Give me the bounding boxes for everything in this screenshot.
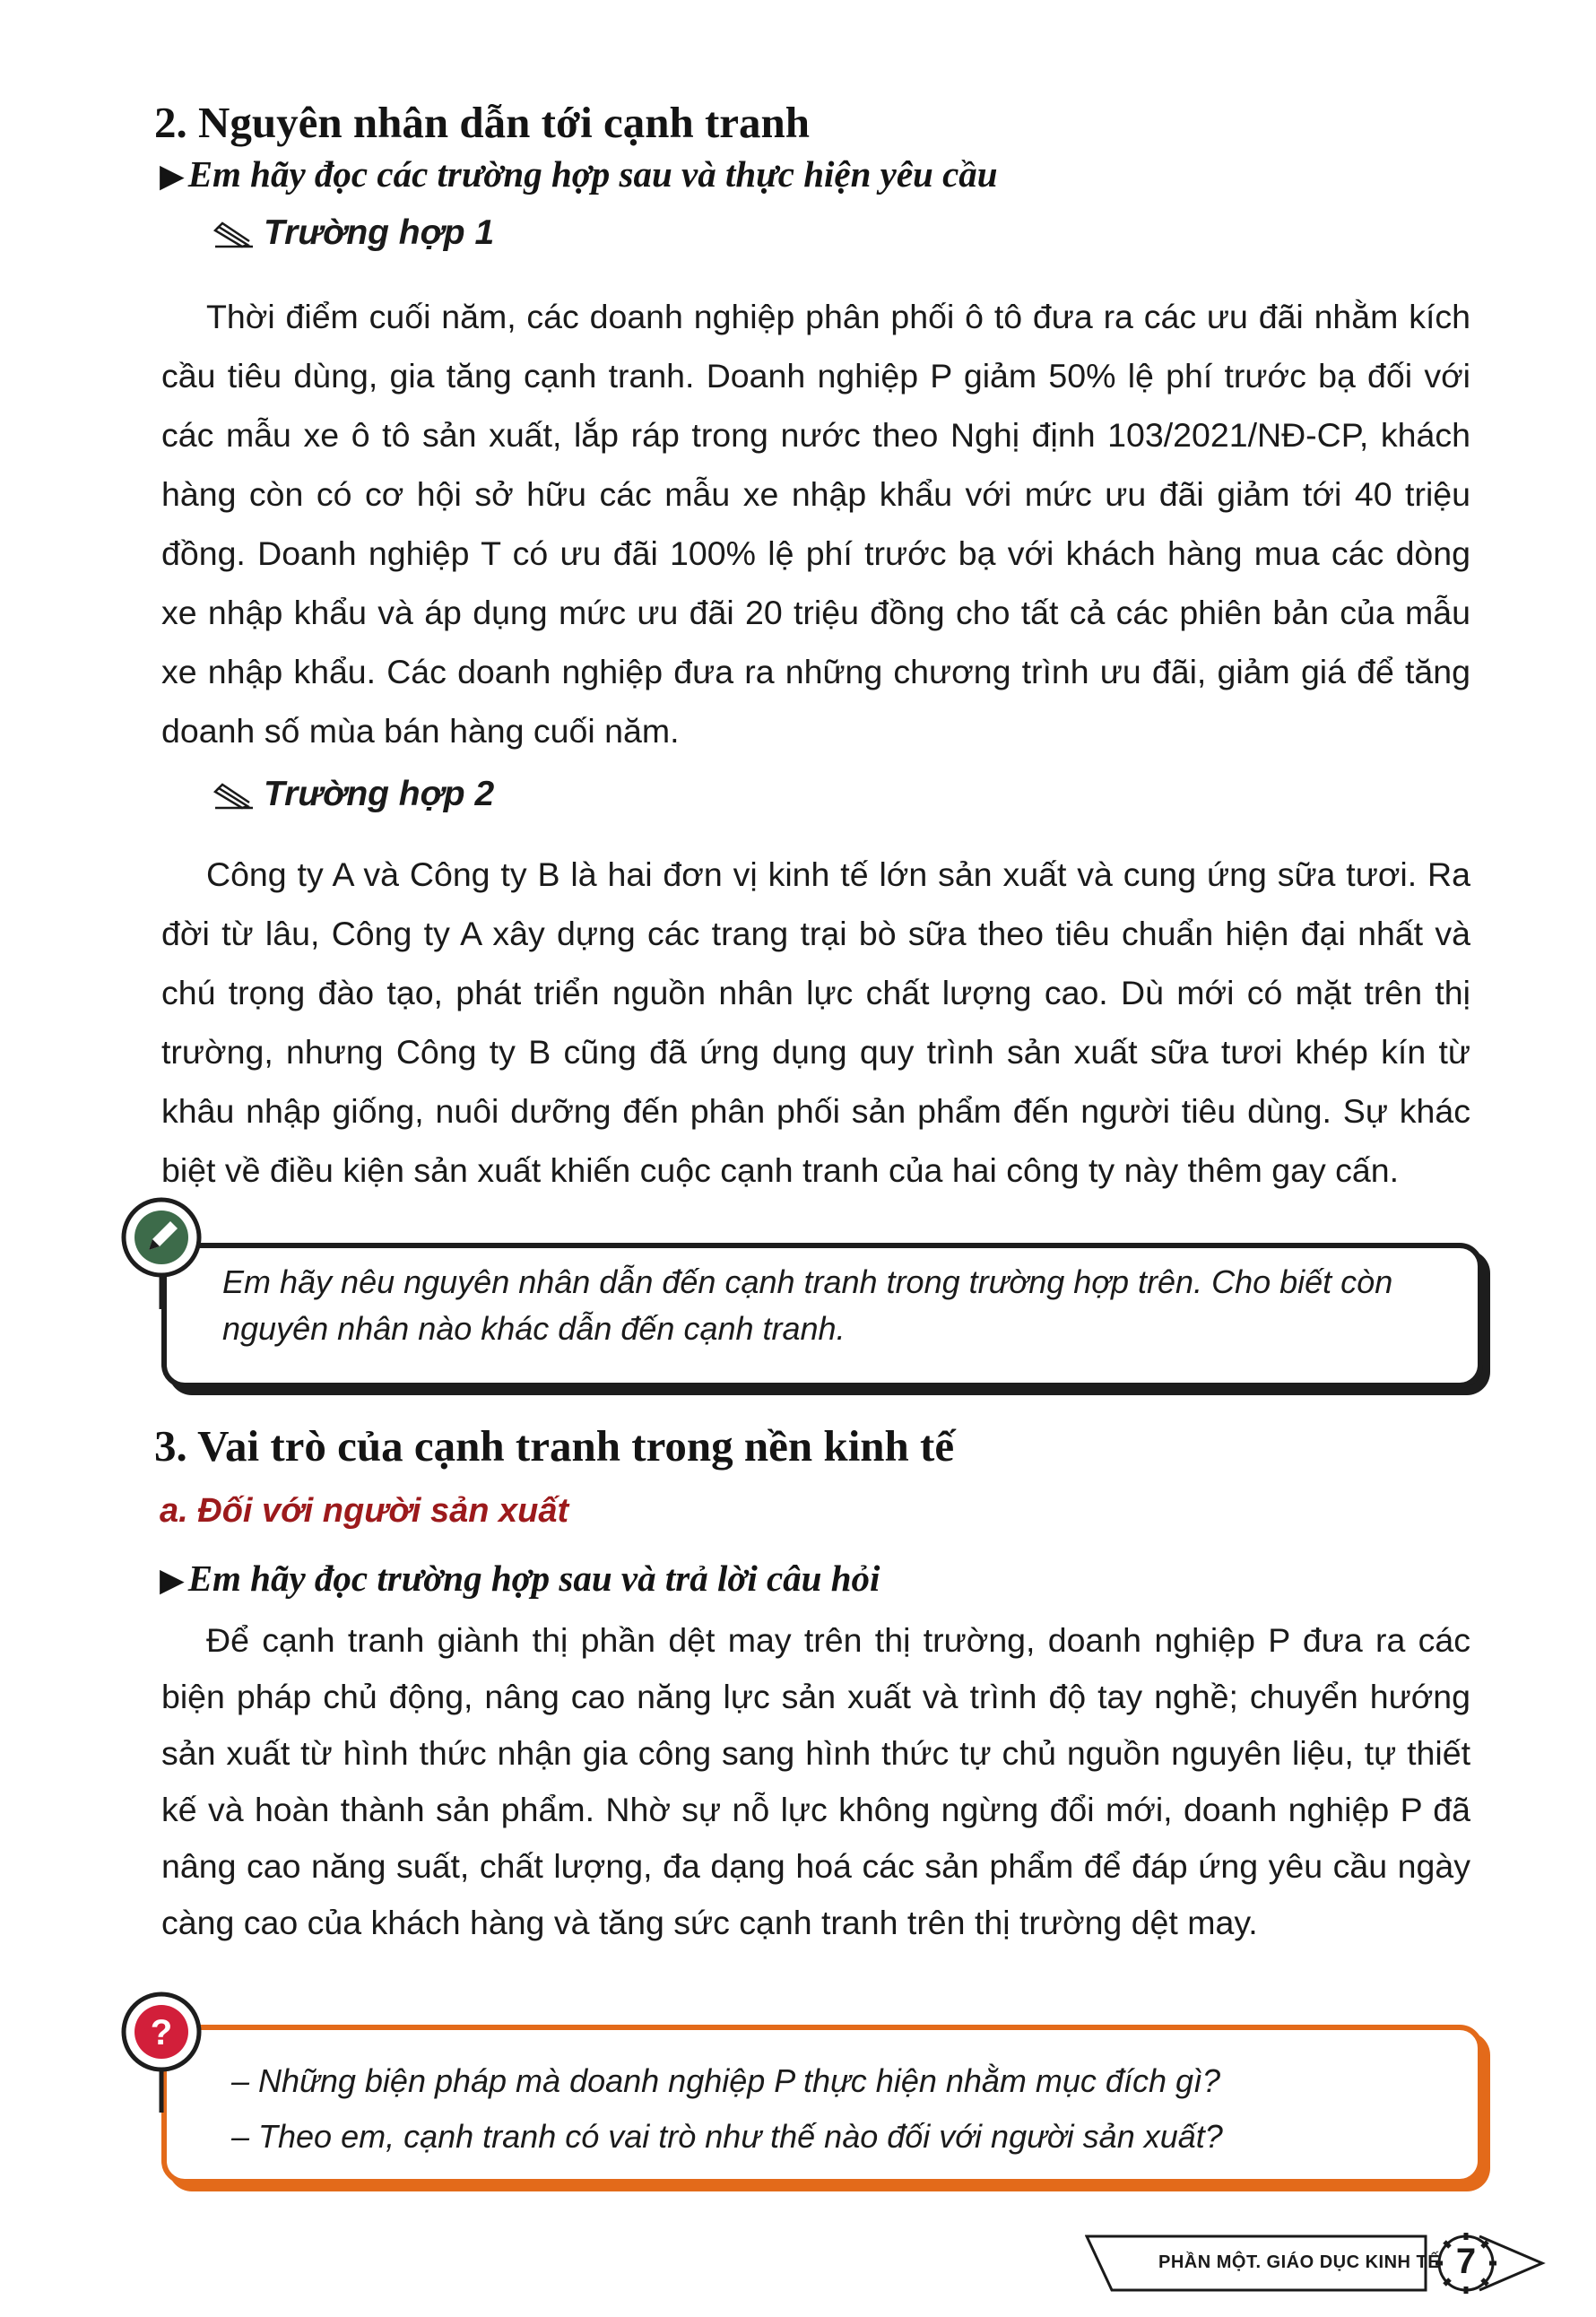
question-circle-icon	[117, 1987, 206, 2077]
section-3-instruction	[160, 1557, 880, 1600]
case-1-title-text: Trường hợp 1	[264, 213, 495, 252]
footer	[1085, 2233, 1551, 2294]
section-3-instruction-text: Em hãy đọc trường hợp sau và trả lời câu hỏi	[187, 1558, 880, 1599]
triangle-right-icon: ▶	[160, 1562, 185, 1598]
section-3-body	[161, 1612, 1470, 1951]
case-2-body	[161, 845, 1470, 1200]
case-2-title	[212, 775, 494, 814]
triangle-right-icon: ▶	[160, 158, 185, 194]
page-number: 7	[1455, 2242, 1477, 2281]
question-2: – Theo em, cạnh tranh có vai trò như thế nào đối với người sản xuất?	[231, 2118, 1223, 2155]
case-2-title-text: Trường hợp 2	[264, 775, 495, 813]
task-line-2: nguyên nhân nào khác dẫn đến cạnh tranh.	[222, 1310, 846, 1347]
pencil-paper-icon	[212, 220, 256, 250]
pencil-paper-icon	[212, 781, 256, 811]
task-line-1: Em hãy nêu nguyên nhân dẫn đến cạnh tranh trong trường hợp trên. Cho biết còn	[222, 1263, 1393, 1300]
section-3-subheading: a. Đối với người sản xuất	[160, 1492, 569, 1530]
case-1-paragraph: Thời điểm cuối năm, các doanh nghiệp phân phối ô tô đưa ra các ưu đãi nhằm kích cầu tiêu dùng, gia tăng cạnh tranh. Doanh nghiệp P giảm 50% lệ phí trước bạ đối với các mẫu xe ô tô sản xuất, lắp ráp trong nước theo Nghị định 103/2021/NĐ-CP, khách hàng còn có cơ hội sở hữu các mẫu xe nhập khẩu với mức ưu đãi giảm tới 40 triệu đồng. Doanh nghiệp T có ưu đãi 100% lệ phí trước bạ với khách hàng mua các dòng xe nhập khẩu và áp dụng mức ưu đãi 20 triệu đồng cho tất cả các phiên bản của mẫu xe nhập khẩu. Các doanh nghiệp đưa ra những chương trình ưu đãi, giảm giá để tăng doanh số mùa bán hàng cuối năm.	[161, 298, 1470, 750]
section-3-paragraph: Để cạnh tranh giành thị phần dệt may trên thị trường, doanh nghiệp P đưa ra các biện pháp chủ động, nâng cao năng lực sản xuất và trình độ tay nghề; chuyển hướng sản xuất từ hình thức nhận gia công sang hình thức tự chủ nguồn nguyên liệu, tự thiết kế và hoàn thành sản phẩm. Nhờ sự nỗ lực không ngừng đổi mới, doanh nghiệp P đã nâng cao năng suất, chất lượng, đa dạng hoá các sản phẩm để đáp ứng yêu cầu ngày càng cao của khách hàng và tăng sức cạnh tranh trên thị trường dệt may.	[161, 1621, 1470, 1941]
section-2-instruction-text: Em hãy đọc các trường hợp sau và thực hiện yêu cầu	[187, 153, 998, 195]
case-1-title	[212, 213, 494, 253]
section-2-instruction	[160, 152, 998, 195]
case-2-paragraph: Công ty A và Công ty B là hai đơn vị kinh tế lớn sản xuất và cung ứng sữa tươi. Ra đời từ lâu, Công ty A xây dựng các trang trại bò sữa theo tiêu chuẩn hiện đại nhất và chú trọng đào tạo, phát triển nguồn nhân lực chất lượng cao. Dù mới có mặt trên thị trường, nhưng Công ty B cũng đã ứng dụng quy trình sản xuất sữa tươi khép kín từ khâu nhập giống, nuôi dưỡng đến phân phối sản phẩm đến người tiêu dùng. Sự khác biệt về điều kiện sản xuất khiến cuộc cạnh tranh của hai công ty này thêm gay cấn.	[161, 855, 1470, 1189]
section-2-heading: 2. Nguyên nhân dẫn tới cạnh tranh	[154, 98, 811, 147]
task-text	[222, 1259, 1460, 1352]
svg-text:?: ?	[150, 2013, 173, 2052]
section-3-heading: 3. Vai trò của cạnh tranh trong nền kinh tế	[154, 1421, 955, 1471]
question-text	[231, 2053, 1469, 2165]
footer-label: PHẦN MỘT. GIÁO DỤC KINH TẾ	[1158, 2252, 1441, 2272]
pencil-circle-icon	[117, 1193, 206, 1282]
case-1-body	[161, 287, 1470, 760]
question-1: – Những biện pháp mà doanh nghiệp P thực hiện nhằm mục đích gì?	[231, 2062, 1221, 2099]
